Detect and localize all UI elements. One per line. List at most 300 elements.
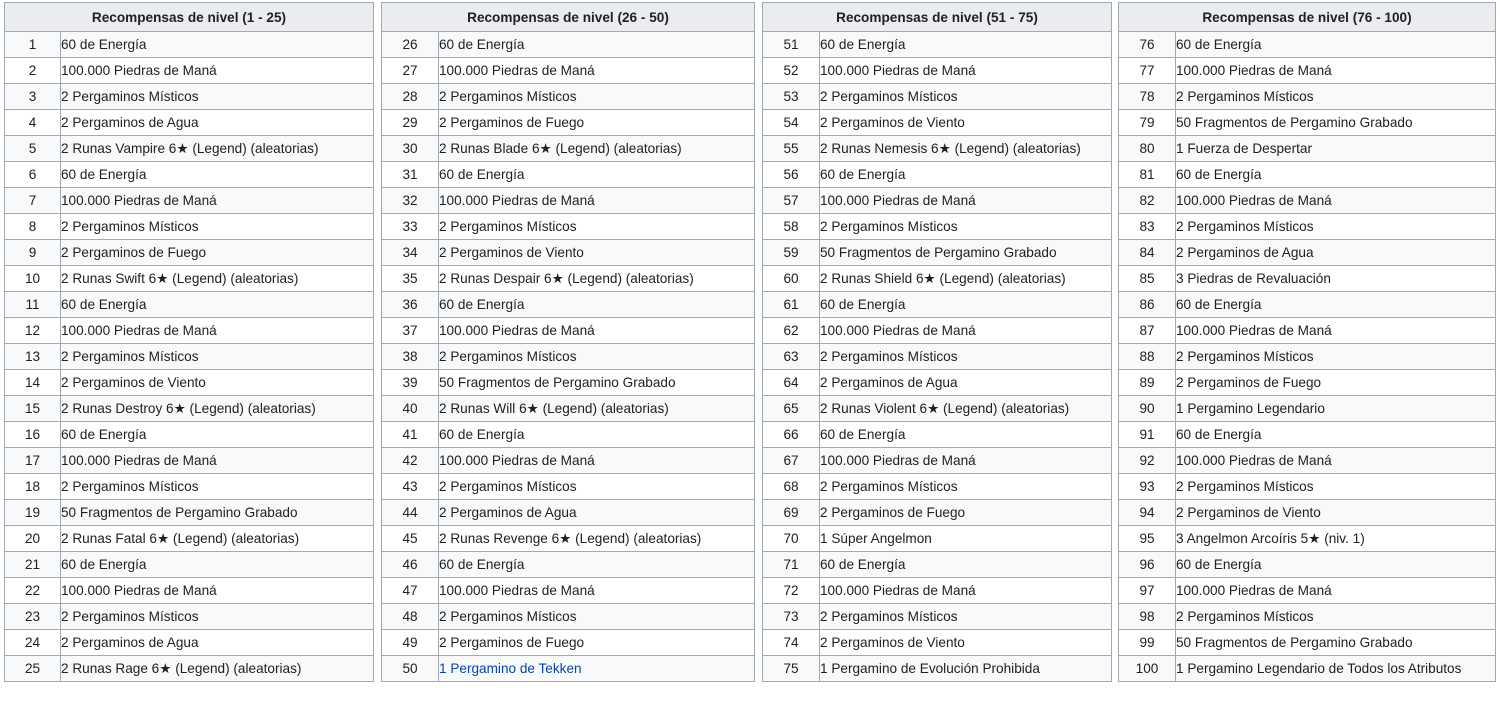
level-number: 17 <box>5 448 61 474</box>
reward-text: 1 Pergamino Legendario de Todos los Atributos <box>1176 656 1496 682</box>
reward-text: 100.000 Piedras de Maná <box>61 318 374 344</box>
table-row <box>5 656 374 682</box>
reward-text: 100.000 Piedras de Maná <box>1176 318 1496 344</box>
level-number: 11 <box>5 292 61 318</box>
table-row <box>5 344 374 370</box>
reward-text: 100.000 Piedras de Maná <box>820 188 1112 214</box>
level-number: 60 <box>763 266 820 292</box>
table-row <box>1119 656 1496 682</box>
reward-text: 3 Angelmon Arcoíris 5★ (niv. 1) <box>1176 526 1496 552</box>
level-number: 45 <box>382 526 439 552</box>
table-row <box>382 188 755 214</box>
level-number: 79 <box>1119 110 1176 136</box>
table-row <box>763 292 1112 318</box>
reward-text: 2 Pergaminos de Viento <box>1176 500 1496 526</box>
reward-text: 100.000 Piedras de Maná <box>1176 578 1496 604</box>
table-row <box>5 578 374 604</box>
table-row <box>5 630 374 656</box>
level-number: 72 <box>763 578 820 604</box>
reward-text: 60 de Energía <box>439 422 755 448</box>
level-number: 61 <box>763 292 820 318</box>
table-row <box>1119 110 1496 136</box>
reward-text: 2 Pergaminos de Agua <box>439 500 755 526</box>
level-number: 78 <box>1119 84 1176 110</box>
level-number: 12 <box>5 318 61 344</box>
level-number: 43 <box>382 474 439 500</box>
table-row <box>763 578 1112 604</box>
reward-text: 2 Runas Fatal 6★ (Legend) (aleatorias) <box>61 526 374 552</box>
level-number: 31 <box>382 162 439 188</box>
table-row <box>382 318 755 344</box>
level-number: 94 <box>1119 500 1176 526</box>
level-number: 52 <box>763 58 820 84</box>
reward-text: 1 Pergamino Legendario <box>1176 396 1496 422</box>
reward-text: 2 Pergaminos Místicos <box>820 84 1112 110</box>
table-header-row <box>382 3 755 32</box>
level-number: 95 <box>1119 526 1176 552</box>
reward-text: 2 Pergaminos de Fuego <box>820 500 1112 526</box>
level-number: 98 <box>1119 604 1176 630</box>
table-row <box>763 526 1112 552</box>
reward-text: 60 de Energía <box>61 552 374 578</box>
table-row <box>382 370 755 396</box>
level-number: 21 <box>5 552 61 578</box>
table-row <box>1119 448 1496 474</box>
reward-text: 1 Súper Angelmon <box>820 526 1112 552</box>
level-number: 53 <box>763 84 820 110</box>
reward-text: 2 Pergaminos Místicos <box>820 474 1112 500</box>
level-number: 38 <box>382 344 439 370</box>
reward-text: 50 Fragmentos de Pergamino Grabado <box>61 500 374 526</box>
table-row <box>5 292 374 318</box>
level-number: 42 <box>382 448 439 474</box>
reward-text: 60 de Energía <box>1176 162 1496 188</box>
reward-text: 2 Pergaminos Místicos <box>439 214 755 240</box>
reward-text: 60 de Energía <box>1176 292 1496 318</box>
table-row <box>763 370 1112 396</box>
reward-text: 60 de Energía <box>439 552 755 578</box>
table-row <box>5 110 374 136</box>
reward-text: 60 de Energía <box>820 422 1112 448</box>
rewards-table-1 <box>4 2 374 682</box>
table-row <box>1119 188 1496 214</box>
level-number: 99 <box>1119 630 1176 656</box>
level-number: 65 <box>763 396 820 422</box>
table-row <box>763 630 1112 656</box>
reward-text: 2 Runas Shield 6★ (Legend) (aleatorias) <box>820 266 1112 292</box>
reward-text: 2 Pergaminos de Viento <box>61 370 374 396</box>
level-number: 34 <box>382 240 439 266</box>
reward-text: 100.000 Piedras de Maná <box>820 58 1112 84</box>
level-number: 46 <box>382 552 439 578</box>
level-number: 36 <box>382 292 439 318</box>
table-header: Recompensas de nivel (76 - 100) <box>1119 3 1496 32</box>
level-number: 37 <box>382 318 439 344</box>
reward-text: 100.000 Piedras de Maná <box>1176 58 1496 84</box>
level-number: 91 <box>1119 422 1176 448</box>
table-row <box>1119 214 1496 240</box>
table-row <box>5 318 374 344</box>
level-number: 35 <box>382 266 439 292</box>
reward-text: 100.000 Piedras de Maná <box>439 58 755 84</box>
table-row <box>382 474 755 500</box>
reward-text: 2 Pergaminos Místicos <box>820 604 1112 630</box>
level-number: 51 <box>763 32 820 58</box>
level-number: 8 <box>5 214 61 240</box>
reward-text: 2 Runas Swift 6★ (Legend) (aleatorias) <box>61 266 374 292</box>
reward-text: 60 de Energía <box>439 32 755 58</box>
table-row <box>5 474 374 500</box>
reward-text: 2 Pergaminos Místicos <box>820 344 1112 370</box>
table-row <box>763 162 1112 188</box>
table-row <box>1119 552 1496 578</box>
table-row <box>1119 344 1496 370</box>
level-number: 19 <box>5 500 61 526</box>
reward-text: 50 Fragmentos de Pergamino Grabado <box>1176 630 1496 656</box>
reward-text: 1 Fuerza de Despertar <box>1176 136 1496 162</box>
reward-text: 100.000 Piedras de Maná <box>820 578 1112 604</box>
level-number: 26 <box>382 32 439 58</box>
table-row <box>1119 578 1496 604</box>
level-number: 3 <box>5 84 61 110</box>
level-number: 33 <box>382 214 439 240</box>
reward-text: 2 Pergaminos de Agua <box>61 110 374 136</box>
level-number: 86 <box>1119 292 1176 318</box>
level-number: 47 <box>382 578 439 604</box>
reward-text: 2 Pergaminos Místicos <box>61 604 374 630</box>
level-number: 85 <box>1119 266 1176 292</box>
level-number: 68 <box>763 474 820 500</box>
reward-cell <box>439 656 755 682</box>
rewards-table-4 <box>1118 2 1496 682</box>
level-number: 75 <box>763 656 820 682</box>
reward-text: 2 Pergaminos Místicos <box>61 214 374 240</box>
reward-text: 2 Pergaminos Místicos <box>820 214 1112 240</box>
table-row <box>763 214 1112 240</box>
reward-text: 100.000 Piedras de Maná <box>439 188 755 214</box>
table-row <box>382 396 755 422</box>
table-row <box>763 344 1112 370</box>
table-row <box>382 656 755 682</box>
table-row <box>1119 318 1496 344</box>
level-number: 76 <box>1119 32 1176 58</box>
level-number: 59 <box>763 240 820 266</box>
level-number: 23 <box>5 604 61 630</box>
level-number: 24 <box>5 630 61 656</box>
level-number: 67 <box>763 448 820 474</box>
table-row <box>763 448 1112 474</box>
level-number: 83 <box>1119 214 1176 240</box>
reward-text: 2 Pergaminos de Viento <box>820 630 1112 656</box>
reward-text: 60 de Energía <box>1176 552 1496 578</box>
level-number: 41 <box>382 422 439 448</box>
table-row <box>1119 422 1496 448</box>
reward-text: 2 Runas Blade 6★ (Legend) (aleatorias) <box>439 136 755 162</box>
level-number: 22 <box>5 578 61 604</box>
level-number: 63 <box>763 344 820 370</box>
reward-text: 60 de Energía <box>439 292 755 318</box>
table-row <box>5 266 374 292</box>
table-row <box>382 526 755 552</box>
table-row <box>382 84 755 110</box>
level-number: 77 <box>1119 58 1176 84</box>
table-header: Recompensas de nivel (51 - 75) <box>763 3 1112 32</box>
reward-text: 1 Pergamino de Evolución Prohibida <box>820 656 1112 682</box>
table-row <box>382 552 755 578</box>
level-number: 93 <box>1119 474 1176 500</box>
table-row <box>382 58 755 84</box>
table-row <box>382 214 755 240</box>
level-number: 55 <box>763 136 820 162</box>
level-number: 66 <box>763 422 820 448</box>
reward-text: 3 Piedras de Revaluación <box>1176 266 1496 292</box>
reward-text: 50 Fragmentos de Pergamino Grabado <box>820 240 1112 266</box>
level-number: 39 <box>382 370 439 396</box>
rewards-table-2 <box>381 2 755 682</box>
level-number: 57 <box>763 188 820 214</box>
reward-text: 100.000 Piedras de Maná <box>61 578 374 604</box>
table-header-row <box>1119 3 1496 32</box>
reward-text: 2 Pergaminos de Agua <box>1176 240 1496 266</box>
table-row <box>763 240 1112 266</box>
level-number: 81 <box>1119 162 1176 188</box>
level-number: 90 <box>1119 396 1176 422</box>
reward-text: 100.000 Piedras de Maná <box>439 318 755 344</box>
reward-text: 100.000 Piedras de Maná <box>820 448 1112 474</box>
table-row <box>5 370 374 396</box>
table-row <box>382 32 755 58</box>
table-row <box>382 344 755 370</box>
table-header: Recompensas de nivel (26 - 50) <box>382 3 755 32</box>
level-number: 80 <box>1119 136 1176 162</box>
level-number: 74 <box>763 630 820 656</box>
table-row <box>1119 162 1496 188</box>
level-number: 13 <box>5 344 61 370</box>
level-number: 25 <box>5 656 61 682</box>
reward-text: 2 Pergaminos Místicos <box>1176 84 1496 110</box>
table-row <box>5 396 374 422</box>
table-row <box>5 604 374 630</box>
level-number: 73 <box>763 604 820 630</box>
table-row <box>1119 500 1496 526</box>
level-number: 84 <box>1119 240 1176 266</box>
table-row <box>763 552 1112 578</box>
reward-text: 100.000 Piedras de Maná <box>61 58 374 84</box>
rewards-table-3 <box>762 2 1112 682</box>
level-number: 49 <box>382 630 439 656</box>
level-number: 2 <box>5 58 61 84</box>
table-row <box>382 110 755 136</box>
table-row <box>5 32 374 58</box>
level-number: 44 <box>382 500 439 526</box>
reward-text: 100.000 Piedras de Maná <box>61 188 374 214</box>
level-number: 7 <box>5 188 61 214</box>
table-row <box>5 162 374 188</box>
reward-text: 2 Pergaminos Místicos <box>1176 344 1496 370</box>
reward-text: 100.000 Piedras de Maná <box>820 318 1112 344</box>
table-row <box>1119 526 1496 552</box>
level-number: 14 <box>5 370 61 396</box>
reward-text: 2 Pergaminos Místicos <box>439 344 755 370</box>
level-number: 15 <box>5 396 61 422</box>
level-number: 1 <box>5 32 61 58</box>
table-row <box>382 292 755 318</box>
reward-text: 2 Runas Revenge 6★ (Legend) (aleatorias) <box>439 526 755 552</box>
reward-text: 2 Pergaminos Místicos <box>61 474 374 500</box>
level-number: 92 <box>1119 448 1176 474</box>
table-row <box>763 84 1112 110</box>
table-row <box>1119 396 1496 422</box>
table-row <box>763 188 1112 214</box>
table-row <box>5 526 374 552</box>
reward-text: 2 Runas Rage 6★ (Legend) (aleatorias) <box>61 656 374 682</box>
level-number: 9 <box>5 240 61 266</box>
level-number: 5 <box>5 136 61 162</box>
table-row <box>5 422 374 448</box>
table-row <box>763 500 1112 526</box>
table-row <box>5 448 374 474</box>
reward-text: 100.000 Piedras de Maná <box>1176 188 1496 214</box>
table-row <box>763 58 1112 84</box>
table-row <box>382 162 755 188</box>
table-row <box>382 422 755 448</box>
level-number: 29 <box>382 110 439 136</box>
level-number: 71 <box>763 552 820 578</box>
reward-text: 50 Fragmentos de Pergamino Grabado <box>1176 110 1496 136</box>
level-number: 70 <box>763 526 820 552</box>
reward-text: 2 Pergaminos de Fuego <box>439 110 755 136</box>
table-row <box>763 396 1112 422</box>
table-row <box>5 240 374 266</box>
table-row <box>1119 292 1496 318</box>
table-header: Recompensas de nivel (1 - 25) <box>5 3 374 32</box>
table-header-row <box>5 3 374 32</box>
level-number: 54 <box>763 110 820 136</box>
reward-text: 2 Pergaminos de Viento <box>820 110 1112 136</box>
table-row <box>763 32 1112 58</box>
reward-text: 2 Runas Destroy 6★ (Legend) (aleatorias) <box>61 396 374 422</box>
reward-text: 60 de Energía <box>61 162 374 188</box>
table-row <box>763 110 1112 136</box>
table-row <box>1119 240 1496 266</box>
level-number: 87 <box>1119 318 1176 344</box>
reward-text: 100.000 Piedras de Maná <box>439 448 755 474</box>
reward-text: 2 Pergaminos de Fuego <box>439 630 755 656</box>
level-number: 100 <box>1119 656 1176 682</box>
table-row <box>1119 370 1496 396</box>
table-row <box>382 266 755 292</box>
table-row <box>382 578 755 604</box>
reward-link[interactable]: 1 Pergamino de Tekken <box>439 661 582 676</box>
reward-text: 60 de Energía <box>820 32 1112 58</box>
reward-text: 2 Pergaminos de Agua <box>61 630 374 656</box>
table-row <box>5 214 374 240</box>
table-row <box>1119 604 1496 630</box>
level-number: 10 <box>5 266 61 292</box>
level-number: 48 <box>382 604 439 630</box>
reward-text: 2 Pergaminos de Viento <box>439 240 755 266</box>
reward-text: 100.000 Piedras de Maná <box>1176 448 1496 474</box>
level-number: 32 <box>382 188 439 214</box>
reward-text: 2 Runas Violent 6★ (Legend) (aleatorias) <box>820 396 1112 422</box>
table-row <box>5 84 374 110</box>
level-number: 97 <box>1119 578 1176 604</box>
reward-text: 60 de Energía <box>1176 32 1496 58</box>
level-number: 18 <box>5 474 61 500</box>
table-row <box>382 136 755 162</box>
level-number: 62 <box>763 318 820 344</box>
table-row <box>1119 266 1496 292</box>
reward-text: 50 Fragmentos de Pergamino Grabado <box>439 370 755 396</box>
level-number: 50 <box>382 656 439 682</box>
reward-text: 2 Runas Despair 6★ (Legend) (aleatorias) <box>439 266 755 292</box>
table-row <box>1119 630 1496 656</box>
table-row <box>1119 32 1496 58</box>
table-row <box>763 422 1112 448</box>
reward-text: 100.000 Piedras de Maná <box>439 578 755 604</box>
table-row <box>5 136 374 162</box>
reward-text: 60 de Energía <box>1176 422 1496 448</box>
reward-text: 2 Pergaminos de Agua <box>820 370 1112 396</box>
reward-text: 60 de Energía <box>439 162 755 188</box>
table-row <box>763 136 1112 162</box>
level-number: 88 <box>1119 344 1176 370</box>
level-number: 16 <box>5 422 61 448</box>
table-row <box>5 552 374 578</box>
level-number: 20 <box>5 526 61 552</box>
reward-text: 2 Pergaminos Místicos <box>439 84 755 110</box>
table-header-row <box>763 3 1112 32</box>
reward-text: 60 de Energía <box>61 32 374 58</box>
level-number: 28 <box>382 84 439 110</box>
level-number: 40 <box>382 396 439 422</box>
table-row <box>763 318 1112 344</box>
table-row <box>1119 474 1496 500</box>
reward-text: 2 Pergaminos Místicos <box>1176 474 1496 500</box>
level-number: 64 <box>763 370 820 396</box>
table-row <box>1119 58 1496 84</box>
reward-text: 2 Pergaminos de Fuego <box>1176 370 1496 396</box>
table-row <box>5 58 374 84</box>
reward-text: 100.000 Piedras de Maná <box>61 448 374 474</box>
reward-text: 60 de Energía <box>820 552 1112 578</box>
level-number: 56 <box>763 162 820 188</box>
level-number: 82 <box>1119 188 1176 214</box>
reward-text: 2 Pergaminos de Fuego <box>61 240 374 266</box>
table-row <box>382 448 755 474</box>
table-row <box>5 500 374 526</box>
table-row <box>763 656 1112 682</box>
level-number: 89 <box>1119 370 1176 396</box>
reward-text: 2 Runas Vampire 6★ (Legend) (aleatorias) <box>61 136 374 162</box>
level-number: 58 <box>763 214 820 240</box>
reward-text: 2 Pergaminos Místicos <box>61 344 374 370</box>
table-row <box>382 500 755 526</box>
level-number: 69 <box>763 500 820 526</box>
table-row <box>382 630 755 656</box>
reward-text: 2 Pergaminos Místicos <box>439 474 755 500</box>
table-row <box>1119 136 1496 162</box>
reward-text: 2 Runas Will 6★ (Legend) (aleatorias) <box>439 396 755 422</box>
table-row <box>763 604 1112 630</box>
level-number: 30 <box>382 136 439 162</box>
reward-text: 60 de Energía <box>820 162 1112 188</box>
table-row <box>763 474 1112 500</box>
reward-text: 60 de Energía <box>61 422 374 448</box>
reward-text: 60 de Energía <box>61 292 374 318</box>
reward-text: 60 de Energía <box>820 292 1112 318</box>
level-number: 4 <box>5 110 61 136</box>
